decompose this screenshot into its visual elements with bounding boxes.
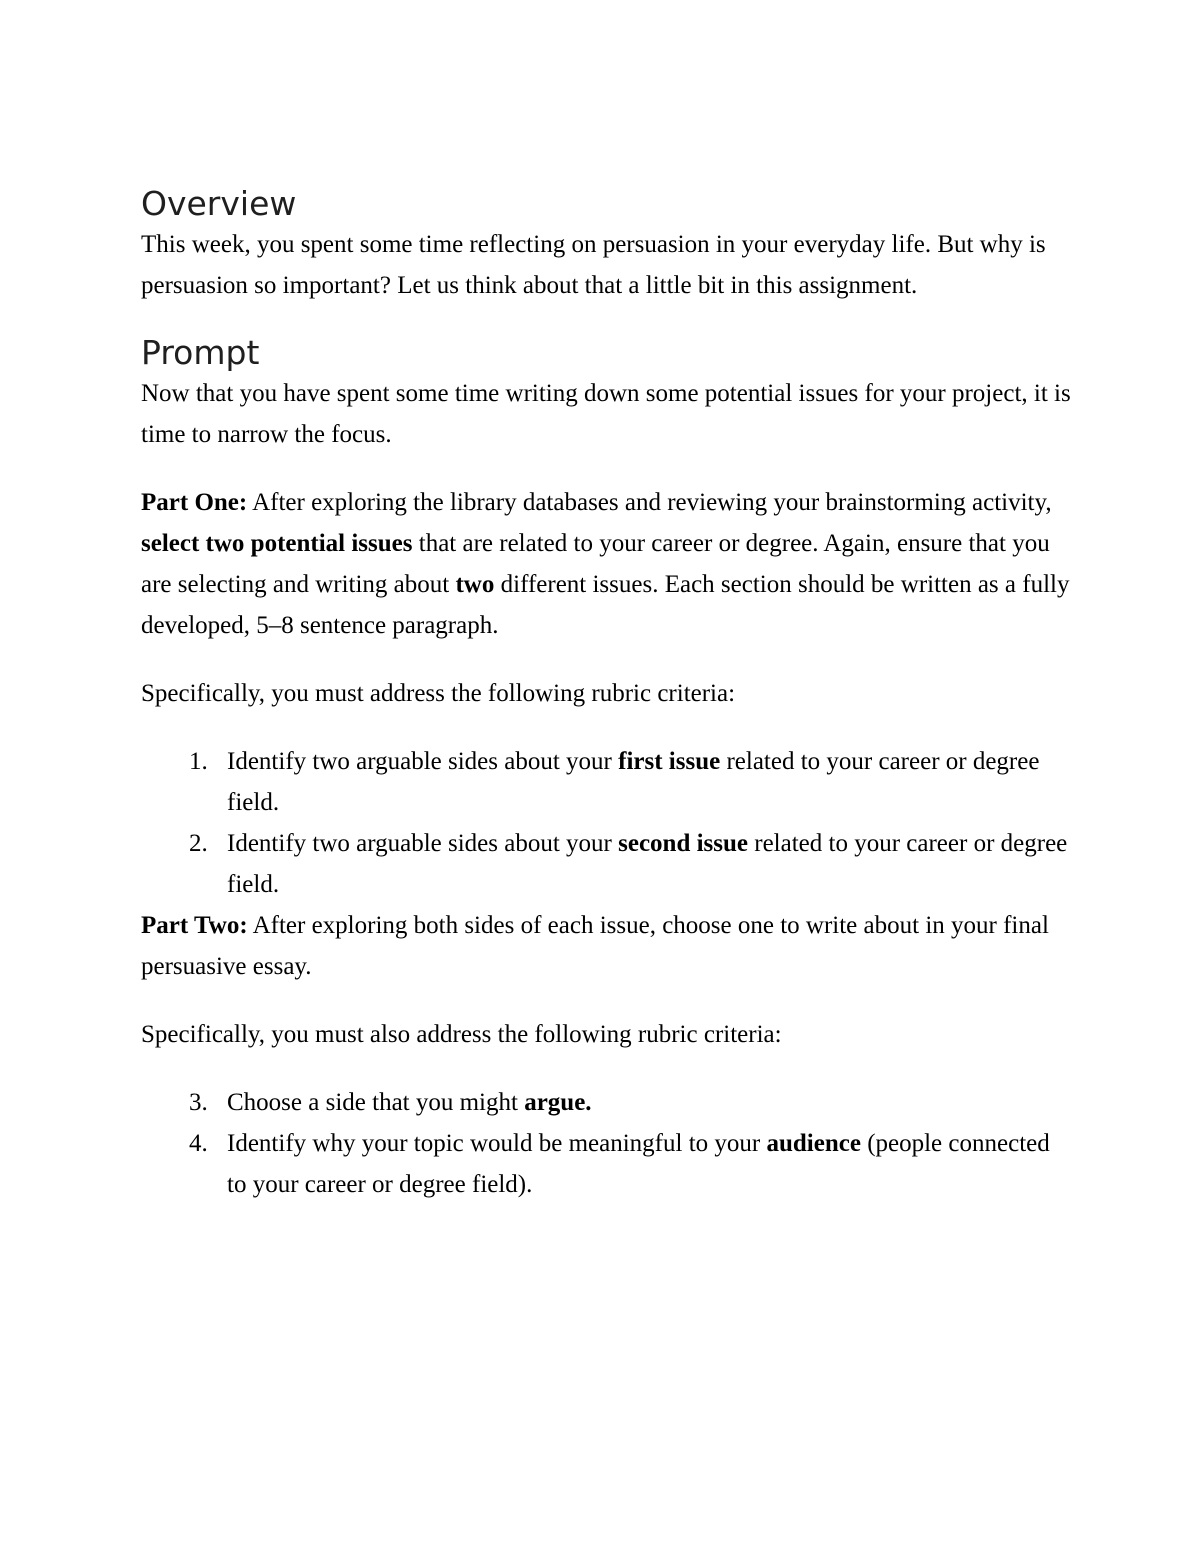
part-one-paragraph <box>141 482 1071 646</box>
overview-paragraph: This week, you spent some time reflecting on persuasion in your everyday life. But why is persuasion so important? Let us think about that a little bit in this assignment. <box>141 231 1046 299</box>
list-item <box>141 1123 1071 1205</box>
list-item <box>141 741 1071 823</box>
part-one-label: Part One: <box>141 489 248 516</box>
list-item-bold: audience <box>766 1130 861 1157</box>
list-item-bold: argue. <box>524 1089 592 1116</box>
criteria-intro-2: Specifically, you must also address the following rubric criteria: <box>141 1021 782 1048</box>
list-item-text: Identify two arguable sides about your <box>227 748 619 775</box>
prompt-paragraph: Now that you have spent some time writing down some potential issues for your project, it is time to narrow the focus. <box>141 380 1071 448</box>
list-item-number: 1. <box>189 748 208 775</box>
part-one-text-3: different issues. Each section should be written as a fully developed, 5–8 sentence paragraph. <box>141 571 1070 639</box>
list-item-number: 2. <box>189 830 208 857</box>
criteria-intro-1: Specifically, you must address the following rubric criteria: <box>141 680 736 707</box>
part-one-text-1: After exploring the library databases and reviewing your brainstorming activity, <box>247 489 1052 516</box>
criteria-list-1 <box>141 741 1071 905</box>
list-item-text: (people connected to your career or degree field). <box>227 1130 1050 1198</box>
list-item-bold: second issue <box>618 830 749 857</box>
list-item-text: Choose a side that you might <box>227 1089 525 1116</box>
list-item-number: 4. <box>189 1130 208 1157</box>
list-item-number: 3. <box>189 1089 208 1116</box>
document-content <box>141 184 1071 1205</box>
part-two-text: After exploring both sides of each issue, choose one to write about in your final persuasive essay. <box>141 912 1049 980</box>
part-one-text-2: that are related to your career or degree. Again, ensure that you are selecting and writing about <box>141 530 1050 598</box>
overview-heading: Overview <box>141 184 297 223</box>
part-two-paragraph <box>141 905 1071 987</box>
part-two-label: Part Two: <box>141 912 248 939</box>
list-item-text: Identify why your topic would be meaningful to your <box>227 1130 767 1157</box>
list-item-text: related to your career or degree field. <box>227 830 1068 898</box>
list-item-text: related to your career or degree field. <box>227 748 1040 816</box>
prompt-heading: Prompt <box>141 333 260 372</box>
part-one-bold-2: two <box>455 571 495 598</box>
part-one-bold-1: select two potential issues <box>141 530 413 557</box>
list-item-bold: first issue <box>618 748 721 775</box>
list-item <box>141 1082 1071 1123</box>
criteria-list-2 <box>141 1082 1071 1205</box>
list-item <box>141 823 1071 905</box>
list-item-text: Identify two arguable sides about your <box>227 830 619 857</box>
